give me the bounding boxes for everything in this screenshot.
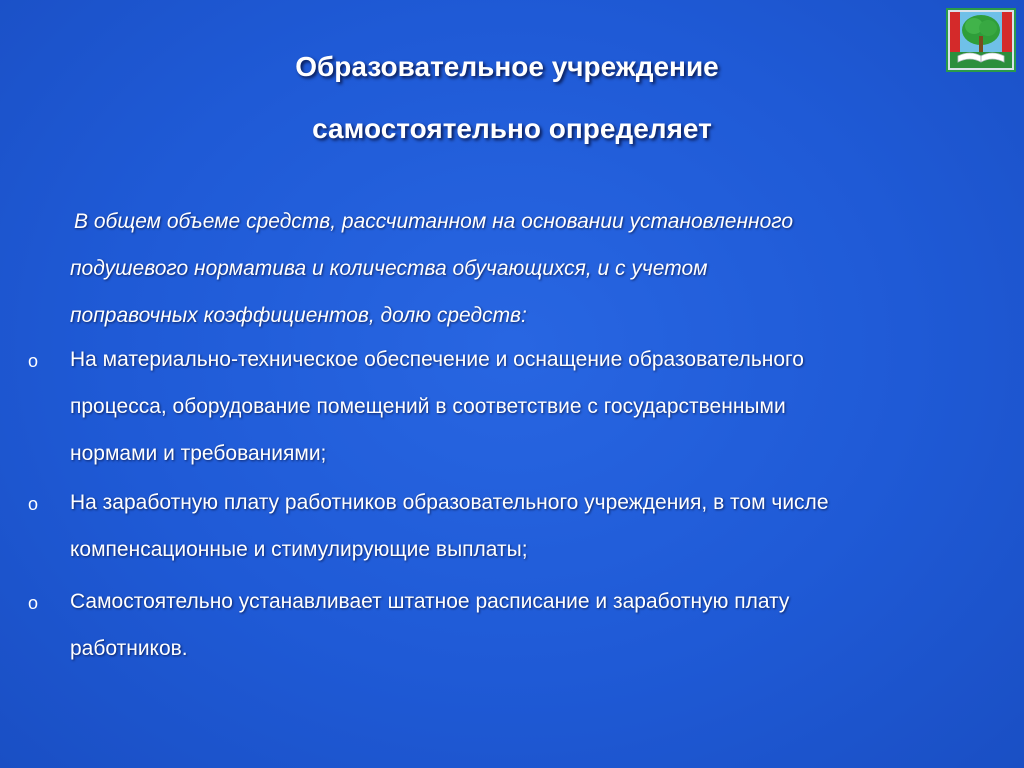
bullet-item-line: Самостоятельно устанавливает штатное расписание и заработную плату	[70, 590, 790, 613]
bullet-item-text	[70, 578, 1010, 672]
intro-paragraph	[70, 198, 970, 339]
intro-line: подушевого норматива и количества обучающихся, и с учетом	[70, 257, 708, 280]
bullet-item-text	[70, 479, 1010, 573]
bullet-item-line: компенсационные и стимулирующие выплаты;	[70, 538, 528, 561]
slide-title-line-1: Образовательное учреждение	[295, 51, 719, 82]
slide-title-line-2: самостоятельно определяет	[312, 113, 712, 144]
intro-line: поправочных коэффициентов, долю средств:	[70, 304, 527, 327]
circle-bullet-icon: o	[28, 494, 39, 514]
bullet-item-text	[70, 336, 1010, 477]
bullet-item-line: На заработную плату работников образовательного учреждения, в том числе	[70, 491, 829, 514]
circle-bullet-icon: o	[28, 593, 39, 613]
bullet-item-line: На материально-техническое обеспечение и оснащение образовательного	[70, 348, 804, 371]
bullet-item-line: процесса, оборудование помещений в соответствие с государственными	[70, 395, 786, 418]
circle-bullet-icon: o	[28, 351, 39, 371]
bullet-item-line: нормами и требованиями;	[70, 442, 327, 465]
bullet-item-line: работников.	[70, 637, 188, 660]
intro-line: В общем объеме средств, рассчитанном на основании установленного	[74, 210, 794, 233]
